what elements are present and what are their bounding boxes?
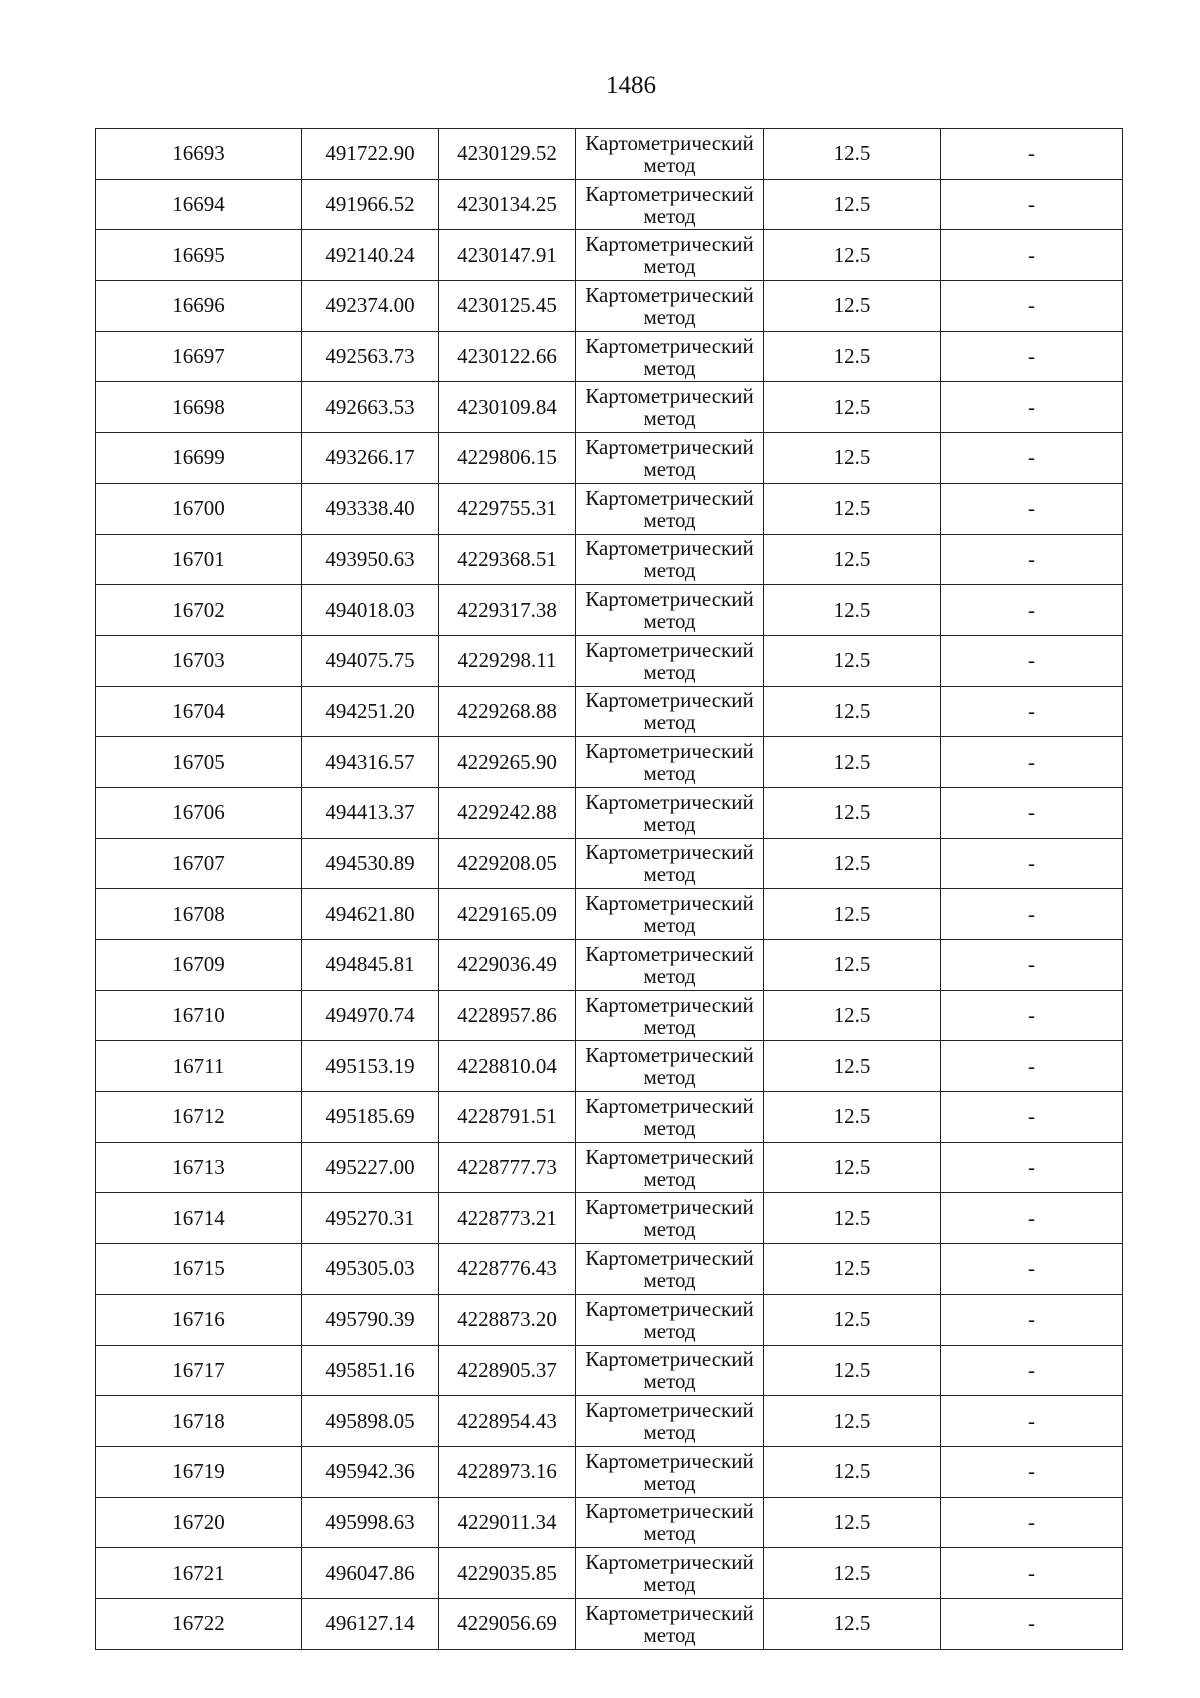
method-cell bbox=[576, 1345, 764, 1396]
point-number-cell: 16718 bbox=[96, 1396, 302, 1447]
x-coordinate-cell: 494845.81 bbox=[302, 940, 439, 991]
point-number-cell: 16719 bbox=[96, 1446, 302, 1497]
x-coordinate-cell: 495851.16 bbox=[302, 1345, 439, 1396]
note-cell: - bbox=[941, 331, 1123, 382]
table-row bbox=[96, 990, 1123, 1041]
table-row bbox=[96, 1193, 1123, 1244]
table-row bbox=[96, 1548, 1123, 1599]
y-coordinate-cell: 4228973.16 bbox=[439, 1446, 576, 1497]
table-row bbox=[96, 433, 1123, 484]
point-number-cell: 16706 bbox=[96, 787, 302, 838]
method-label-line2: метод bbox=[643, 456, 696, 481]
x-coordinate-cell: 493950.63 bbox=[302, 534, 439, 585]
y-coordinate-cell: 4228776.43 bbox=[439, 1244, 576, 1295]
method-cell bbox=[576, 534, 764, 585]
note-cell: - bbox=[941, 1142, 1123, 1193]
accuracy-cell: 12.5 bbox=[764, 990, 941, 1041]
method-cell bbox=[576, 483, 764, 534]
accuracy-cell: 12.5 bbox=[764, 1092, 941, 1143]
method-label-line1: Картометрический bbox=[585, 536, 754, 561]
method-label-line2: метод bbox=[643, 203, 696, 228]
y-coordinate-cell: 4228873.20 bbox=[439, 1294, 576, 1345]
note-cell: - bbox=[941, 1041, 1123, 1092]
method-cell bbox=[576, 1294, 764, 1345]
note-cell: - bbox=[941, 230, 1123, 281]
x-coordinate-cell: 493266.17 bbox=[302, 433, 439, 484]
accuracy-cell: 12.5 bbox=[764, 1142, 941, 1193]
note-cell: - bbox=[941, 1193, 1123, 1244]
x-coordinate-cell: 494970.74 bbox=[302, 990, 439, 1041]
x-coordinate-cell: 495898.05 bbox=[302, 1396, 439, 1447]
point-number-cell: 16721 bbox=[96, 1548, 302, 1599]
x-coordinate-cell: 491722.90 bbox=[302, 129, 439, 180]
method-cell bbox=[576, 990, 764, 1041]
x-coordinate-cell: 494018.03 bbox=[302, 585, 439, 636]
point-number-cell: 16717 bbox=[96, 1345, 302, 1396]
accuracy-cell: 12.5 bbox=[764, 230, 941, 281]
method-label-line1: Картометрический bbox=[585, 1550, 754, 1575]
note-cell: - bbox=[941, 990, 1123, 1041]
table-row bbox=[96, 483, 1123, 534]
y-coordinate-cell: 4229317.38 bbox=[439, 585, 576, 636]
method-cell bbox=[576, 1092, 764, 1143]
note-cell: - bbox=[941, 838, 1123, 889]
method-cell bbox=[576, 331, 764, 382]
point-number-cell: 16694 bbox=[96, 179, 302, 230]
method-label-line2: метод bbox=[643, 1521, 696, 1546]
point-number-cell: 16722 bbox=[96, 1598, 302, 1649]
point-number-cell: 16697 bbox=[96, 331, 302, 382]
y-coordinate-cell: 4229755.31 bbox=[439, 483, 576, 534]
note-cell: - bbox=[941, 585, 1123, 636]
x-coordinate-cell: 495185.69 bbox=[302, 1092, 439, 1143]
accuracy-cell: 12.5 bbox=[764, 1548, 941, 1599]
method-label-line2: метод bbox=[643, 254, 696, 279]
note-cell: - bbox=[941, 1446, 1123, 1497]
x-coordinate-cell: 494621.80 bbox=[302, 889, 439, 940]
y-coordinate-cell: 4229035.85 bbox=[439, 1548, 576, 1599]
point-number-cell: 16714 bbox=[96, 1193, 302, 1244]
method-label-line2: метод bbox=[643, 710, 696, 735]
method-label-line2: метод bbox=[643, 355, 696, 380]
y-coordinate-cell: 4229298.11 bbox=[439, 635, 576, 686]
table-row bbox=[96, 1497, 1123, 1548]
note-cell: - bbox=[941, 1548, 1123, 1599]
method-label-line1: Картометрический bbox=[585, 1296, 754, 1321]
accuracy-cell: 12.5 bbox=[764, 382, 941, 433]
point-number-cell: 16709 bbox=[96, 940, 302, 991]
method-cell bbox=[576, 737, 764, 788]
method-cell bbox=[576, 585, 764, 636]
y-coordinate-cell: 4230129.52 bbox=[439, 129, 576, 180]
method-cell bbox=[576, 1446, 764, 1497]
table-row bbox=[96, 179, 1123, 230]
accuracy-cell: 12.5 bbox=[764, 1497, 941, 1548]
method-label-line1: Картометрический bbox=[585, 1245, 754, 1270]
note-cell: - bbox=[941, 737, 1123, 788]
y-coordinate-cell: 4228810.04 bbox=[439, 1041, 576, 1092]
accuracy-cell: 12.5 bbox=[764, 331, 941, 382]
method-label-line2: метод bbox=[643, 862, 696, 887]
method-cell bbox=[576, 1142, 764, 1193]
x-coordinate-cell: 495305.03 bbox=[302, 1244, 439, 1295]
accuracy-cell: 12.5 bbox=[764, 483, 941, 534]
method-label-line2: метод bbox=[643, 913, 696, 938]
method-label-line2: метод bbox=[643, 659, 696, 684]
method-label-line1: Картометрический bbox=[585, 232, 754, 257]
method-label-line2: метод bbox=[643, 1318, 696, 1343]
accuracy-cell: 12.5 bbox=[764, 179, 941, 230]
accuracy-cell: 12.5 bbox=[764, 1041, 941, 1092]
note-cell: - bbox=[941, 129, 1123, 180]
note-cell: - bbox=[941, 889, 1123, 940]
x-coordinate-cell: 492140.24 bbox=[302, 230, 439, 281]
method-cell bbox=[576, 1193, 764, 1244]
method-label-line2: метод bbox=[643, 1267, 696, 1292]
method-label-line2: метод bbox=[643, 1166, 696, 1191]
accuracy-cell: 12.5 bbox=[764, 737, 941, 788]
method-label-line1: Картометрический bbox=[585, 1144, 754, 1169]
y-coordinate-cell: 4229265.90 bbox=[439, 737, 576, 788]
point-number-cell: 16707 bbox=[96, 838, 302, 889]
x-coordinate-cell: 493338.40 bbox=[302, 483, 439, 534]
x-coordinate-cell: 495227.00 bbox=[302, 1142, 439, 1193]
note-cell: - bbox=[941, 1092, 1123, 1143]
accuracy-cell: 12.5 bbox=[764, 433, 941, 484]
method-label-line1: Картометрический bbox=[585, 333, 754, 358]
y-coordinate-cell: 4228791.51 bbox=[439, 1092, 576, 1143]
x-coordinate-cell: 494316.57 bbox=[302, 737, 439, 788]
method-label-line2: метод bbox=[643, 304, 696, 329]
x-coordinate-cell: 494251.20 bbox=[302, 686, 439, 737]
point-number-cell: 16716 bbox=[96, 1294, 302, 1345]
note-cell: - bbox=[941, 940, 1123, 991]
x-coordinate-cell: 491966.52 bbox=[302, 179, 439, 230]
table-row bbox=[96, 1142, 1123, 1193]
method-cell bbox=[576, 433, 764, 484]
point-number-cell: 16720 bbox=[96, 1497, 302, 1548]
method-label-line1: Картометрический bbox=[585, 992, 754, 1017]
method-cell bbox=[576, 129, 764, 180]
x-coordinate-cell: 492374.00 bbox=[302, 281, 439, 332]
method-label-line1: Картометрический bbox=[585, 587, 754, 612]
method-cell bbox=[576, 1041, 764, 1092]
accuracy-cell: 12.5 bbox=[764, 534, 941, 585]
table-row bbox=[96, 534, 1123, 585]
table-row bbox=[96, 1294, 1123, 1345]
method-label-line2: метод bbox=[643, 1014, 696, 1039]
note-cell: - bbox=[941, 382, 1123, 433]
x-coordinate-cell: 494530.89 bbox=[302, 838, 439, 889]
table-row bbox=[96, 838, 1123, 889]
table-row bbox=[96, 331, 1123, 382]
method-label-line2: метод bbox=[643, 1572, 696, 1597]
accuracy-cell: 12.5 bbox=[764, 129, 941, 180]
method-label-line1: Картометрический bbox=[585, 941, 754, 966]
note-cell: - bbox=[941, 787, 1123, 838]
point-number-cell: 16695 bbox=[96, 230, 302, 281]
x-coordinate-cell: 495790.39 bbox=[302, 1294, 439, 1345]
method-label-line2: метод bbox=[643, 963, 696, 988]
note-cell: - bbox=[941, 483, 1123, 534]
method-label-line2: метод bbox=[643, 558, 696, 583]
note-cell: - bbox=[941, 635, 1123, 686]
y-coordinate-cell: 4228905.37 bbox=[439, 1345, 576, 1396]
page-number: 1486 bbox=[606, 72, 656, 99]
table-row bbox=[96, 1244, 1123, 1295]
method-cell bbox=[576, 1396, 764, 1447]
accuracy-cell: 12.5 bbox=[764, 281, 941, 332]
method-label-line1: Картометрический bbox=[585, 282, 754, 307]
x-coordinate-cell: 495942.36 bbox=[302, 1446, 439, 1497]
x-coordinate-cell: 494413.37 bbox=[302, 787, 439, 838]
table-row bbox=[96, 1446, 1123, 1497]
note-cell: - bbox=[941, 433, 1123, 484]
method-label-line1: Картометрический bbox=[585, 130, 754, 155]
accuracy-cell: 12.5 bbox=[764, 1193, 941, 1244]
point-number-cell: 16715 bbox=[96, 1244, 302, 1295]
method-label-line1: Картометрический bbox=[585, 1398, 754, 1423]
method-cell bbox=[576, 1244, 764, 1295]
accuracy-cell: 12.5 bbox=[764, 889, 941, 940]
method-label-line1: Картометрический bbox=[585, 384, 754, 409]
note-cell: - bbox=[941, 1294, 1123, 1345]
method-label-line2: метод bbox=[643, 811, 696, 836]
point-number-cell: 16700 bbox=[96, 483, 302, 534]
x-coordinate-cell: 496047.86 bbox=[302, 1548, 439, 1599]
table-row bbox=[96, 1598, 1123, 1649]
table-row bbox=[96, 787, 1123, 838]
point-number-cell: 16705 bbox=[96, 737, 302, 788]
method-label-line2: метод bbox=[643, 1420, 696, 1445]
method-cell bbox=[576, 635, 764, 686]
x-coordinate-cell: 496127.14 bbox=[302, 1598, 439, 1649]
method-label-line2: метод bbox=[643, 507, 696, 532]
method-cell bbox=[576, 382, 764, 433]
note-cell: - bbox=[941, 1396, 1123, 1447]
method-label-line1: Картометрический bbox=[585, 688, 754, 713]
accuracy-cell: 12.5 bbox=[764, 1446, 941, 1497]
accuracy-cell: 12.5 bbox=[764, 838, 941, 889]
table-row bbox=[96, 635, 1123, 686]
accuracy-cell: 12.5 bbox=[764, 1598, 941, 1649]
note-cell: - bbox=[941, 1244, 1123, 1295]
method-cell bbox=[576, 1598, 764, 1649]
point-number-cell: 16701 bbox=[96, 534, 302, 585]
table-row bbox=[96, 281, 1123, 332]
method-label-line1: Картометрический bbox=[585, 1093, 754, 1118]
table-row bbox=[96, 686, 1123, 737]
y-coordinate-cell: 4230134.25 bbox=[439, 179, 576, 230]
note-cell: - bbox=[941, 179, 1123, 230]
y-coordinate-cell: 4230147.91 bbox=[439, 230, 576, 281]
table-row bbox=[96, 382, 1123, 433]
y-coordinate-cell: 4230109.84 bbox=[439, 382, 576, 433]
x-coordinate-cell: 495998.63 bbox=[302, 1497, 439, 1548]
x-coordinate-cell: 495270.31 bbox=[302, 1193, 439, 1244]
method-label-line2: метод bbox=[643, 152, 696, 177]
table-row bbox=[96, 129, 1123, 180]
accuracy-cell: 12.5 bbox=[764, 787, 941, 838]
note-cell: - bbox=[941, 1345, 1123, 1396]
y-coordinate-cell: 4229268.88 bbox=[439, 686, 576, 737]
accuracy-cell: 12.5 bbox=[764, 635, 941, 686]
y-coordinate-cell: 4228773.21 bbox=[439, 1193, 576, 1244]
point-number-cell: 16713 bbox=[96, 1142, 302, 1193]
point-number-cell: 16693 bbox=[96, 129, 302, 180]
method-label-line1: Картометрический bbox=[585, 1499, 754, 1524]
y-coordinate-cell: 4229056.69 bbox=[439, 1598, 576, 1649]
point-number-cell: 16698 bbox=[96, 382, 302, 433]
method-cell bbox=[576, 940, 764, 991]
method-label-line1: Картометрический bbox=[585, 789, 754, 814]
method-label-line1: Картометрический bbox=[585, 1347, 754, 1372]
y-coordinate-cell: 4229208.05 bbox=[439, 838, 576, 889]
table-row bbox=[96, 585, 1123, 636]
point-number-cell: 16696 bbox=[96, 281, 302, 332]
method-label-line2: метод bbox=[643, 1217, 696, 1242]
method-label-line1: Картометрический bbox=[585, 434, 754, 459]
method-cell bbox=[576, 686, 764, 737]
table-row bbox=[96, 889, 1123, 940]
method-label-line2: метод bbox=[643, 1115, 696, 1140]
method-cell bbox=[576, 889, 764, 940]
accuracy-cell: 12.5 bbox=[764, 686, 941, 737]
y-coordinate-cell: 4230125.45 bbox=[439, 281, 576, 332]
method-label-line1: Картометрический bbox=[585, 739, 754, 764]
y-coordinate-cell: 4228957.86 bbox=[439, 990, 576, 1041]
y-coordinate-cell: 4229242.88 bbox=[439, 787, 576, 838]
method-cell bbox=[576, 179, 764, 230]
table-row bbox=[96, 1092, 1123, 1143]
table-row bbox=[96, 1396, 1123, 1447]
point-number-cell: 16704 bbox=[96, 686, 302, 737]
note-cell: - bbox=[941, 534, 1123, 585]
accuracy-cell: 12.5 bbox=[764, 1294, 941, 1345]
x-coordinate-cell: 492663.53 bbox=[302, 382, 439, 433]
method-label-line1: Картометрический bbox=[585, 1448, 754, 1473]
y-coordinate-cell: 4229806.15 bbox=[439, 433, 576, 484]
method-label-line1: Картометрический bbox=[585, 1043, 754, 1068]
y-coordinate-cell: 4229011.34 bbox=[439, 1497, 576, 1548]
table-row bbox=[96, 230, 1123, 281]
method-label-line1: Картометрический bbox=[585, 891, 754, 916]
x-coordinate-cell: 494075.75 bbox=[302, 635, 439, 686]
y-coordinate-cell: 4228954.43 bbox=[439, 1396, 576, 1447]
note-cell: - bbox=[941, 281, 1123, 332]
method-cell bbox=[576, 1497, 764, 1548]
method-label-line2: метод bbox=[643, 609, 696, 634]
table-row bbox=[96, 1041, 1123, 1092]
method-label-line2: метод bbox=[643, 1369, 696, 1394]
coordinates-table bbox=[95, 128, 1123, 1650]
point-number-cell: 16708 bbox=[96, 889, 302, 940]
method-label-line2: метод bbox=[643, 1622, 696, 1647]
method-cell bbox=[576, 1548, 764, 1599]
method-cell bbox=[576, 838, 764, 889]
note-cell: - bbox=[941, 1497, 1123, 1548]
y-coordinate-cell: 4229036.49 bbox=[439, 940, 576, 991]
y-coordinate-cell: 4229165.09 bbox=[439, 889, 576, 940]
method-cell bbox=[576, 281, 764, 332]
point-number-cell: 16702 bbox=[96, 585, 302, 636]
method-cell bbox=[576, 230, 764, 281]
table-row bbox=[96, 737, 1123, 788]
method-label-line2: метод bbox=[643, 1470, 696, 1495]
table-row bbox=[96, 940, 1123, 991]
x-coordinate-cell: 492563.73 bbox=[302, 331, 439, 382]
method-label-line2: метод bbox=[643, 406, 696, 431]
accuracy-cell: 12.5 bbox=[764, 1244, 941, 1295]
accuracy-cell: 12.5 bbox=[764, 585, 941, 636]
method-label-line1: Картометрический bbox=[585, 1600, 754, 1625]
method-label-line2: метод bbox=[643, 1065, 696, 1090]
method-label-line1: Картометрический bbox=[585, 1195, 754, 1220]
note-cell: - bbox=[941, 1598, 1123, 1649]
method-cell bbox=[576, 787, 764, 838]
method-label-line1: Картометрический bbox=[585, 485, 754, 510]
y-coordinate-cell: 4229368.51 bbox=[439, 534, 576, 585]
method-label-line1: Картометрический bbox=[585, 637, 754, 662]
note-cell: - bbox=[941, 686, 1123, 737]
method-label-line1: Картометрический bbox=[585, 181, 754, 206]
y-coordinate-cell: 4230122.66 bbox=[439, 331, 576, 382]
y-coordinate-cell: 4228777.73 bbox=[439, 1142, 576, 1193]
table-row bbox=[96, 1345, 1123, 1396]
point-number-cell: 16703 bbox=[96, 635, 302, 686]
accuracy-cell: 12.5 bbox=[764, 940, 941, 991]
point-number-cell: 16711 bbox=[96, 1041, 302, 1092]
coordinates-table-body bbox=[96, 129, 1123, 1650]
accuracy-cell: 12.5 bbox=[764, 1345, 941, 1396]
accuracy-cell: 12.5 bbox=[764, 1396, 941, 1447]
method-label-line2: метод bbox=[643, 761, 696, 786]
point-number-cell: 16710 bbox=[96, 990, 302, 1041]
x-coordinate-cell: 495153.19 bbox=[302, 1041, 439, 1092]
point-number-cell: 16712 bbox=[96, 1092, 302, 1143]
point-number-cell: 16699 bbox=[96, 433, 302, 484]
method-label-line1: Картометрический bbox=[585, 840, 754, 865]
